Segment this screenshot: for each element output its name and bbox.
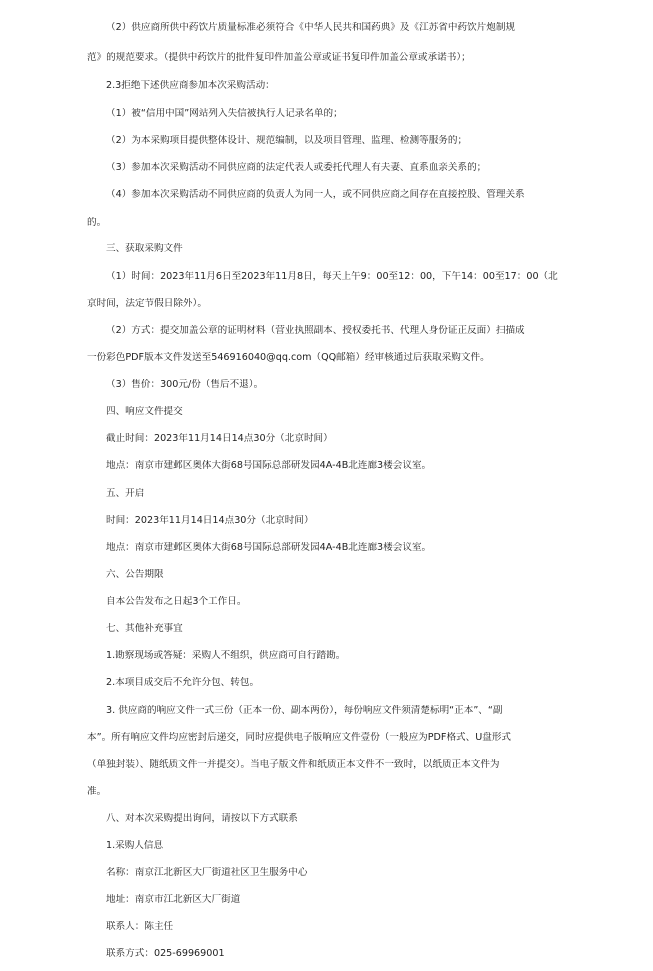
text-line: （单独封装）、随纸质文件一并提交）。当电子版文件和纸质正本文件不一致时，以纸质正本文件为 xyxy=(87,759,500,770)
text-line: （1）被“信用中国”网站列入失信被执行人记录名单的； xyxy=(106,108,343,119)
text-line: 准。 xyxy=(87,786,107,797)
section-heading: 六、公告期限 xyxy=(106,569,164,580)
text-line: 京时间，法定节假日除外）。 xyxy=(87,298,207,309)
text-line: （3）参加本次采购活动不同供应商的法定代表人或委托代理人有夫妻、直系血亲关系的； xyxy=(106,162,487,173)
text-line: （3）售价：300元/份（售后不退）。 xyxy=(106,379,264,390)
text-line: 的。 xyxy=(87,217,107,228)
section-heading: 五、开启 xyxy=(106,488,145,499)
text-line: 本”。所有响应文件均应密封后递交，同时应提供电子版响应文件壹份（一般应为PDF格式、U盘形式 xyxy=(87,732,512,743)
text-line: （2）为本采购项目提供整体设计、规范编制，以及项目管理、监理、检测等服务的； xyxy=(106,135,468,146)
text-line: 1.采购人信息 xyxy=(106,840,164,851)
text-line: 2.3拒绝下述供应商参加本次采购活动： xyxy=(106,80,275,91)
text-line: 地点：南京市建邺区奥体大街68号国际总部研发园4A-4B北连廊3楼会议室。 xyxy=(106,542,432,553)
text-line: 时间：2023年11月14日14点30分（北京时间） xyxy=(106,515,314,526)
section-heading: 三、获取采购文件 xyxy=(106,243,183,254)
text-line: 3. 供应商的响应文件一式三份（正本一份、副本两份），每份响应文件须清楚标明“正本”、“副 xyxy=(106,705,503,716)
text-line: 名称：南京江北新区大厂街道社区卫生服务中心 xyxy=(106,867,308,878)
text-line: 一份彩色PDF版本文件发送至546916040@qq.com（QQ邮箱）经审核通过后获取采购文件。 xyxy=(87,352,490,363)
text-line: （2）供应商所供中药饮片质量标准必须符合《中华人民共和国药典》及《江苏省中药饮片炮制规 xyxy=(106,22,516,33)
text-line: 1.勘察现场或答疑：采购人不组织，供应商可自行踏勘。 xyxy=(106,650,346,661)
text-line: 地址：南京市江北新区大厂街道 xyxy=(106,894,241,905)
text-line: 联系方式：025-69969001 xyxy=(106,948,225,959)
section-heading: 七、其他补充事宜 xyxy=(106,623,183,634)
text-line: （4）参加本次采购活动不同供应商的负责人为同一人，或不同供应商之间存在直接控股、管理关系 xyxy=(106,189,525,200)
text-line: 联系人：陈主任 xyxy=(106,921,174,932)
section-heading: 四、响应文件提交 xyxy=(106,406,183,417)
text-line: 自本公告发布之日起3个工作日。 xyxy=(106,596,247,607)
text-line: 2.本项目成交后不允许分包、转包。 xyxy=(106,677,260,688)
text-line: 截止时间：2023年11月14日14点30分（北京时间） xyxy=(106,433,333,444)
text-line: 范》的规范要求。（提供中药饮片的批件复印件加盖公章或证书复印件加盖公章或承诺书）； xyxy=(87,52,471,63)
section-heading: 八、对本次采购提出询问，请按以下方式联系 xyxy=(106,813,298,824)
text-line: 地点：南京市建邺区奥体大街68号国际总部研发园4A-4B北连廊3楼会议室。 xyxy=(106,460,432,471)
text-line: （1）时间：2023年11月6日至2023年11月8日，每天上午9：00至12：00，下午14：00至17：00（北 xyxy=(106,271,558,282)
text-line: （2）方式：提交加盖公章的证明材料（营业执照副本、授权委托书、代理人身份证正反面）扫描成 xyxy=(106,325,525,336)
